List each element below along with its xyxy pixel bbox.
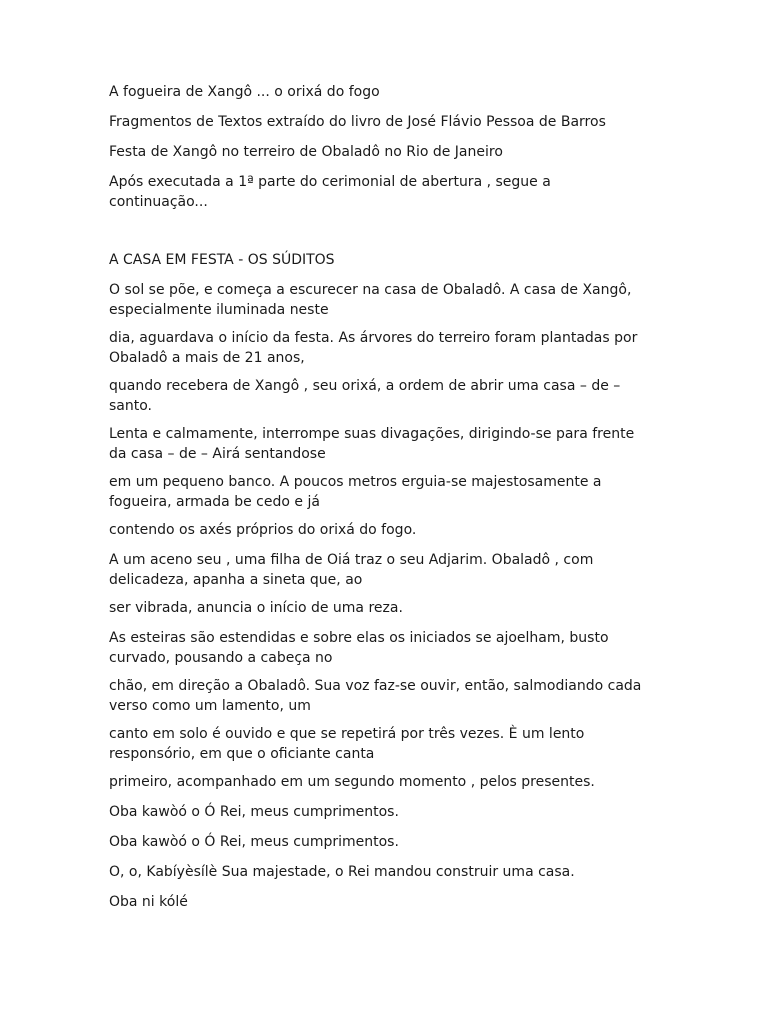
body-paragraph [109,773,595,793]
body-paragraph [109,599,403,619]
text-line: dia, aguardava o início da festa. As árvores do terreiro foram plantadas por [109,330,638,346]
text-line: Após executada a 1ª parte do cerimonial de abertura , segue a [109,174,551,190]
body-paragraph [109,281,631,320]
body-paragraph [109,725,584,764]
text-line: chão, em direção a Obaladô. Sua voz faz-se ouvir, então, salmodiando cada [109,678,642,694]
body-paragraph [109,551,593,590]
text-line: primeiro, acompanhado em um segundo momento , pelos presentes. [109,774,595,790]
body-paragraph [109,425,634,464]
chant-line [109,893,188,913]
text-line: Obaladô a mais de 21 anos, [109,349,305,366]
chant-line [109,803,399,823]
text-line: quando recebera de Xangô , seu orixá, a ordem de abrir uma casa – de – [109,378,621,394]
text-line: A CASA EM FESTA - OS SÚDITOS [109,252,335,268]
text-line: Fragmentos de Textos extraído do livro de José Flávio Pessoa de Barros [109,114,606,130]
body-paragraph [109,521,416,541]
chant-line [109,833,399,853]
text-line: Lenta e calmamente, interrompe suas divagações, dirigindo-se para frente [109,426,635,442]
subtitle-line [109,113,606,133]
text-line: continuação... [109,193,208,210]
text-line: curvado, pousando a cabeça no [109,649,333,666]
subtitle-line [109,143,503,163]
body-paragraph [109,473,602,512]
text-line: em um pequeno banco. A poucos metros erguia-se majestosamente a [109,474,602,490]
text-line: ser vibrada, anuncia o início de uma reza. [109,600,403,616]
text-line: O sol se põe, e começa a escurecer na casa de Obaladô. A casa de Xangô, [109,282,632,298]
text-line: santo. [109,397,153,414]
text-line: A fogueira de Xangô ... o orixá do fogo [109,84,380,100]
text-line: canto em solo é ouvido e que se repetirá por três vezes. È um lento [109,726,585,742]
text-line: verso como um lamento, um [109,697,311,714]
text-line: O, o, Kabíyèsílè Sua majestade, o Rei mandou construir uma casa. [109,864,575,880]
text-line: contendo os axés próprios do orixá do fogo. [109,522,417,538]
section-heading [109,251,335,271]
body-paragraph [109,677,641,716]
text-line: delicadeza, apanha a sineta que, ao [109,571,363,588]
intro-paragraph [109,173,551,212]
text-line: Oba kawòó o Ó Rei, meus cumprimentos. [109,834,399,850]
text-line: especialmente iluminada neste [109,301,329,318]
text-line: fogueira, armada be cedo e já [109,493,320,510]
text-line: A um aceno seu , uma filha de Oiá traz o seu Adjarim. Obaladô , com [109,552,594,568]
body-paragraph [109,329,637,368]
text-line: da casa – de – Airá sentandose [109,445,326,462]
body-paragraph [109,629,609,668]
chant-line [109,863,575,883]
body-paragraph [109,377,620,416]
text-line: As esteiras são estendidas e sobre elas os iniciados se ajoelham, busto [109,630,609,646]
text-line: Festa de Xangô no terreiro de Obaladô no Rio de Janeiro [109,144,503,160]
text-line: responsório, em que o oficiante canta [109,745,375,762]
text-line: Oba kawòó o Ó Rei, meus cumprimentos. [109,804,399,820]
text-line: Oba ni kólé [109,894,188,910]
title-line [109,83,380,103]
